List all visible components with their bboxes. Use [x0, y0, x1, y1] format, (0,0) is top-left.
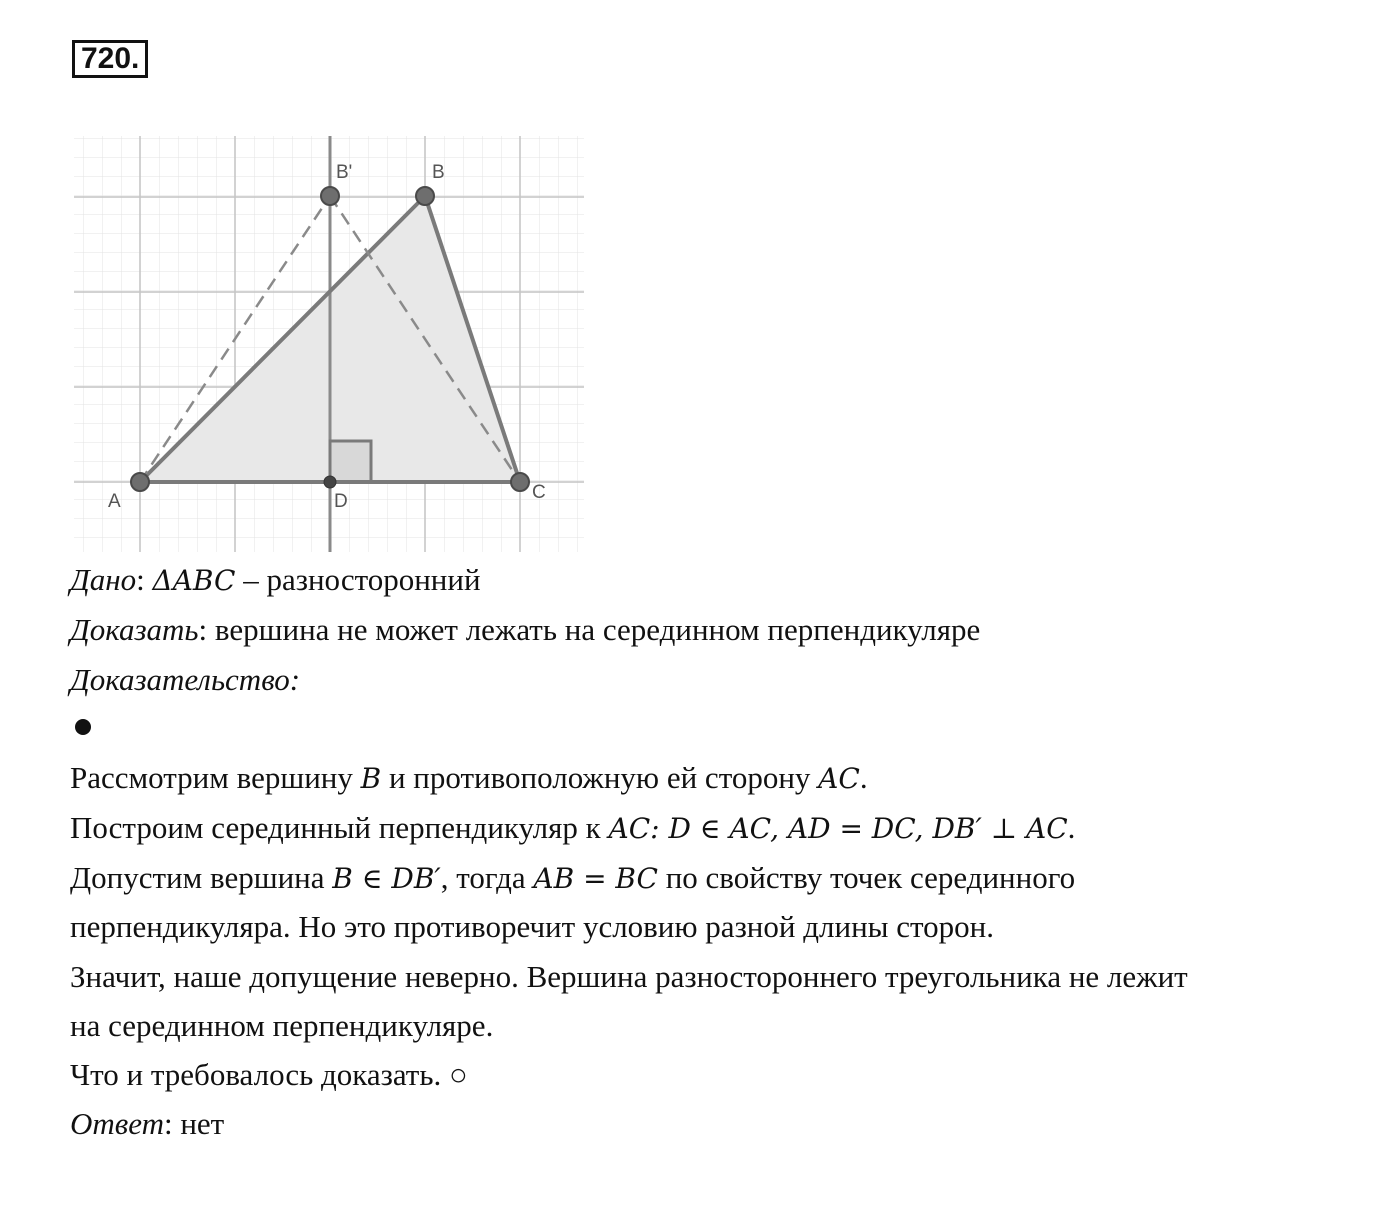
line3-text-b: , тогда: [440, 860, 534, 895]
problem-number: 720.: [72, 40, 148, 78]
line3-math-2: AB = BC: [533, 862, 658, 895]
line1-text-a: Рассмотрим вершину: [70, 760, 361, 795]
prove-line: [70, 612, 980, 648]
proof-line-6: на серединном перпендикуляре.: [70, 1008, 494, 1043]
line2-math: AC: D ∈ AC, AD = DC, DB′ ⊥ AC: [608, 812, 1068, 845]
right-angle-mark: [330, 441, 371, 482]
line3-math-1: B ∈ DB′: [332, 862, 441, 895]
line2-text-a: Построим серединный перпендикуляр к: [70, 810, 609, 845]
given-line: [70, 562, 481, 599]
prove-rest: : вершина не может лежать на серединном перпендикуляре: [198, 612, 981, 647]
answer-line: [70, 1106, 224, 1142]
point-c: [511, 473, 529, 491]
point-d: [324, 476, 336, 488]
point-b: [416, 187, 434, 205]
proof-label: Доказательство:: [70, 662, 301, 697]
prove-label: Доказать: [70, 612, 199, 647]
given-math: ΔABC: [152, 564, 236, 597]
point-a: [131, 473, 149, 491]
proof-line-2: [70, 810, 1075, 847]
answer-label: Ответ: [70, 1106, 164, 1141]
bullet-icon: [75, 719, 91, 735]
line1-text-b: и противоположную ей сторону: [381, 760, 819, 795]
proof-line-5: Значит, наше допущение неверно. Вершина разностороннего треугольника не лежит: [70, 959, 1188, 994]
given-rest: – разносторонний: [235, 562, 481, 597]
label-c: C: [532, 482, 546, 503]
point-b-prime: [321, 187, 339, 205]
label-d: D: [334, 491, 348, 512]
given-label: Дано: [70, 562, 137, 597]
proof-line-3: [70, 860, 1075, 897]
given-colon: :: [136, 562, 153, 597]
label-b-prime: B': [336, 162, 353, 183]
line1-math-b: B: [360, 762, 382, 795]
line1-text-c: .: [859, 760, 868, 795]
proof-line-7: Что и требовалось доказать. ○: [70, 1057, 468, 1092]
geometry-figure: [74, 136, 586, 554]
line1-math-ac: AC: [818, 762, 860, 795]
proof-line-1: [70, 760, 868, 797]
label-a: A: [108, 491, 121, 512]
line2-text-b: .: [1067, 810, 1076, 845]
line3-text-a: Допустим вершина: [70, 860, 333, 895]
line3-text-c: по свойству точек серединного: [657, 860, 1076, 895]
label-b: B: [432, 162, 445, 183]
answer-rest: : нет: [163, 1106, 225, 1141]
proof-line-4: перпендикуляра. Но это противоречит условию разной длины сторон.: [70, 909, 994, 944]
